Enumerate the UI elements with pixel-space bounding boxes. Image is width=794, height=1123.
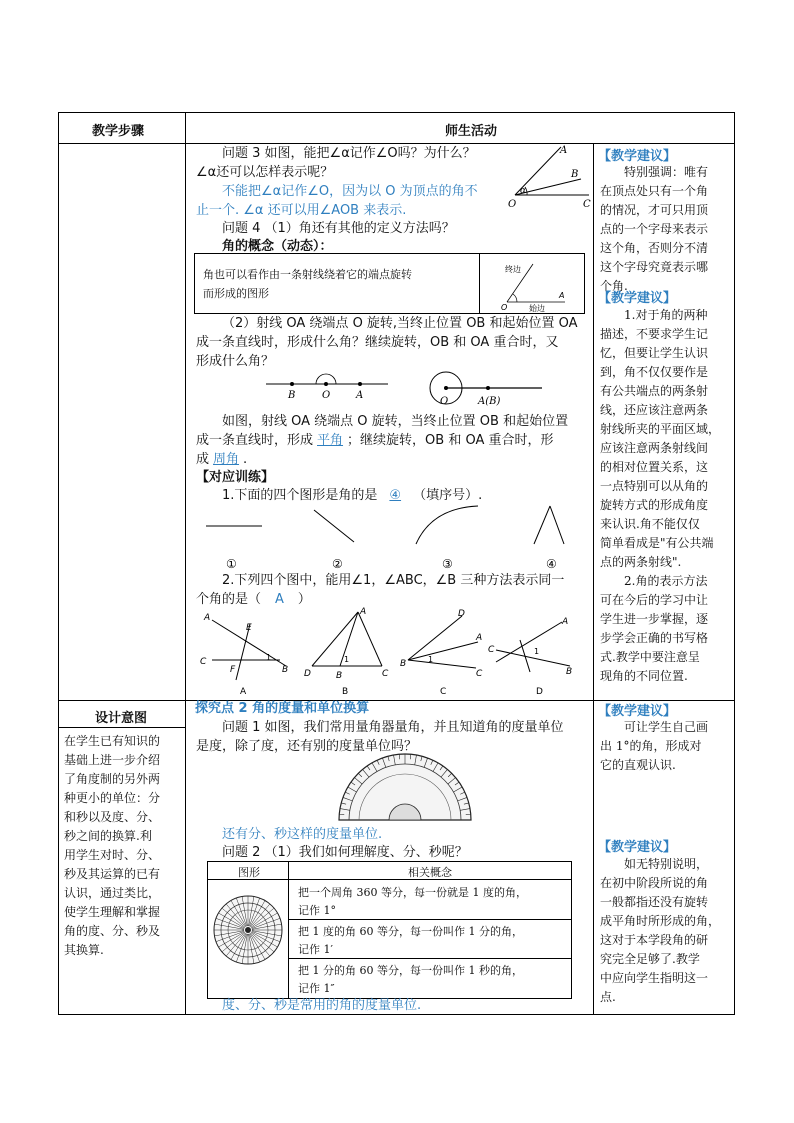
suggestion-2-line: 2.角的表示方法 [624, 574, 708, 588]
table-head-concept: 相关概念 [408, 866, 452, 879]
rotation-a-label: A [559, 291, 565, 300]
unit-table [207, 861, 572, 999]
question-2-line: 问题 2 （1）我们如何理解度、分、秒呢？ [222, 845, 468, 860]
straight-angle-figure [262, 370, 392, 402]
design-intent-line: 和秒以及度、分、 [64, 810, 161, 824]
design-intent-line: 角的度、分、秒及 [64, 924, 161, 938]
design-intent-line: 用学生对时、分、 [64, 848, 161, 862]
suggestion-4-line: 如无特别说明， [624, 857, 709, 871]
exercise-1-suffix: （填序号）. [413, 488, 483, 503]
rotation-o-label: O [501, 303, 508, 312]
design-intent-line: 秒之间的换算.利 [64, 829, 152, 843]
suggestion-2-line: 描述，不要求学生记 [600, 327, 709, 341]
suggestion-2-line: 旋转方式的形成角度 [600, 498, 709, 512]
suggestion-2-line: 学生进一步掌握，逐 [600, 612, 709, 626]
suggestion-2-line: 忆，但要让学生认识 [600, 346, 709, 360]
design-intent-line: 其换算. [64, 943, 104, 957]
suggestion-1-line: 在顶点处只有一个角 [600, 184, 709, 198]
question-3-answer1: 不能把∠α记作∠O，因为以 O 为顶点的角不 [222, 184, 478, 199]
initial-side-label: 始边 [529, 304, 545, 312]
ex2-a-label-b: B [282, 665, 289, 675]
straight-label-o: O [322, 390, 331, 401]
row3-line1: 把 1 分的角 60 等分，每一份叫作 1 秒的角， [298, 964, 523, 977]
suggestion-2-line: 线，还应该注意两条 [600, 403, 709, 417]
suggestion-2-line: 有公共端点的两条射 [600, 384, 709, 398]
question-3-line2: ∠α还可以怎样表示呢？ [196, 165, 334, 180]
table-head-figure: 图形 [238, 866, 260, 879]
concept-text-1: 角也可以看作由一条射线绕着它的端点旋转 [203, 268, 412, 281]
row1-line2: 记作 1° [298, 904, 336, 917]
suggestion-3-line: 它的直观认识. [600, 758, 676, 772]
protractor-image [335, 752, 475, 824]
suggestion-2-line: 现角的不同位置. [600, 669, 688, 683]
conclusion: 度、分、秒是常用的角的度量单位. [222, 998, 422, 1013]
question-4-line: 问题 4 （1）角还有其他的定义方法吗？ [222, 221, 455, 236]
question-4b-line1: （2）射线 OA 绕端点 O 旋转,当终止位置 OB 和起始位置 OA [222, 316, 578, 331]
suggestion-1-line: 这个字母究竟表示哪 [600, 260, 709, 274]
suggestion-2-line: 来认识.角不能仅仅 [600, 517, 700, 531]
suggestion-3-line: 可让学生自己画 [624, 720, 709, 734]
ex2-a-label-a: A [204, 613, 211, 623]
suggestion-2-line: 1.对于角的两种 [624, 308, 708, 322]
exercise-2-answer: A [275, 592, 284, 607]
answer-line2-c: ；继续旋转，OB 和 OA 重合时，形 [347, 433, 554, 448]
design-intent-line: 秒及其运算的已有 [64, 867, 161, 881]
rotation-figure [485, 256, 581, 312]
design-intent-line: 认识，通过类比， [64, 886, 161, 900]
ex2-d-label-b: B [566, 667, 573, 677]
suggestion-1 [600, 163, 730, 296]
suggestion-2-line: 点的两条射线". [600, 555, 682, 569]
header-steps: 教学步骤 [92, 124, 145, 139]
ex2-b-label-c: C [382, 669, 389, 679]
exercise-1-label-4: ④ [546, 557, 557, 571]
row1-line1: 把一个周角 360 等分，每一份就是 1 度的角， [298, 886, 527, 899]
ex2-c-label-1: 1 [428, 655, 434, 664]
angle-label-c: C [583, 199, 591, 210]
angle-label-a: A [560, 145, 568, 156]
suggestion-title-1: 【教学建议】 [598, 149, 677, 164]
exercise-1-answer: ④ [389, 488, 402, 503]
suggestion-1-line: 这个角，否则分不清 [600, 241, 709, 255]
suggestion-2-line: 射线所夹的平面区域， [600, 422, 721, 436]
explore-title: 探究点 2 角的度量和单位换算 [195, 701, 370, 716]
suggestion-4-line: 这对于本学段角的研 [600, 933, 709, 947]
angle-label-alpha: α [520, 186, 527, 196]
ex2-a-label-e: E [246, 623, 252, 633]
question-3-line1: 问题 3 如图，能把∠α记作∠O吗？为什么？ [222, 146, 476, 161]
row2-line1: 把 1 度的角 60 等分，每一份叫作 1 分的角， [298, 925, 523, 938]
exercise-2-suffix: ） [297, 592, 311, 607]
suggestion-2-line: 式.教学中要注意呈 [600, 650, 700, 664]
training-title: 【对应训练】 [196, 470, 275, 485]
ex2-c-label-b: B [400, 659, 407, 669]
ex2-a-label-c: C [200, 657, 207, 667]
suggestion-3-line: 出 1°的角，形成对 [600, 739, 702, 753]
design-intent-line: 种更小的单位：分 [64, 791, 161, 805]
ex2-a-label-1: 1 [266, 653, 272, 662]
suggestion-2-line: 步学会正确的书写格 [600, 631, 709, 645]
suggestion-4 [600, 855, 730, 1007]
suggestion-4-line: 究完全足够了.教学 [600, 952, 700, 966]
degree-dial-image [212, 894, 284, 966]
terminal-side-label: 终边 [505, 265, 521, 274]
suggestion-1-line: 点的一个字母来表示 [600, 222, 709, 236]
ex2-caption-d: D [536, 687, 543, 697]
ex2-d-label-a: A [562, 617, 569, 627]
question-1-line2: 是度，除了度，还有别的度量单位吗？ [196, 739, 418, 754]
question-3-answer2: 止一个. ∠α 还可以用∠AOB 来表示. [196, 203, 407, 218]
row3-line2: 记作 1″ [298, 982, 335, 995]
question-1-answer: 还有分、秒这样的度量单位. [222, 827, 383, 842]
ex2-b-label-b: B [336, 671, 343, 681]
suggestion-2-line: 简单看成是"有公共端 [600, 536, 714, 550]
row2-line2: 记作 1′ [298, 943, 333, 956]
design-intent-line: 使学生理解和掌握 [64, 905, 161, 919]
suggestion-4-line: 中应向学生指明这一 [600, 971, 709, 985]
question-1-line1: 问题 1 如图，我们常用量角器量角，并且知道角的度量单位 [222, 720, 564, 735]
answer-straight-angle: 平角 [317, 433, 344, 448]
suggestion-3 [600, 718, 730, 775]
exercise-2-figures [196, 606, 586, 698]
ex2-caption-a: A [240, 687, 247, 697]
suggestion-2-line: 到，角不仅仅要作是 [600, 365, 709, 379]
suggestion-2-line: 的相对位置关系，这 [600, 460, 709, 474]
answer-line3-c: . [243, 452, 248, 467]
answer-full-angle: 周角 [213, 452, 240, 467]
design-intent-line: 基础上进一步介绍 [64, 753, 161, 767]
ex2-b-label-1: 1 [344, 655, 350, 664]
full-angle-figure [426, 370, 546, 410]
concept-title: 角的概念（动态）： [222, 239, 333, 254]
suggestion-title-3: 【教学建议】 [598, 704, 677, 719]
suggestion-2 [600, 306, 730, 686]
exercise-1-text: 1.下面的四个图形是角的是 [222, 488, 378, 503]
suggestion-title-4: 【教学建议】 [598, 840, 677, 855]
ex2-caption-b: B [342, 687, 349, 697]
ex2-d-label-1: 1 [534, 647, 540, 656]
full-label-ab: A(B) [478, 396, 501, 407]
ex2-d-label-c: C [488, 645, 495, 655]
suggestion-2-line: 应该注意两条射线间 [600, 441, 709, 455]
ex2-b-label-d: D [304, 669, 311, 679]
suggestion-1-line: 的情况，才可只用顶 [600, 203, 709, 217]
suggestion-4-line: 在初中阶段所说的角 [600, 876, 709, 890]
exercise-1-label-1: ① [226, 557, 237, 571]
question-4b-line3: 形成什么角？ [196, 354, 275, 369]
straight-label-a: A [356, 390, 364, 401]
answer-line3 [196, 450, 247, 469]
angle-label-o: O [508, 199, 517, 210]
suggestion-4-line: 成平角时所形成的角， [600, 914, 721, 928]
header-activities: 师生活动 [445, 124, 498, 139]
ex2-c-label-a: A [476, 633, 483, 643]
answer-line3-a: 成 [196, 452, 210, 467]
answer-line1: 如图，射线 OA 绕端点 O 旋转，当终止位置 OB 和起始位置 [222, 414, 569, 429]
suggestion-1-line: 个角. [600, 279, 628, 293]
ex2-a-label-f: F [230, 665, 236, 675]
ex2-c-label-d: D [458, 609, 465, 619]
exercise-1-label-3: ③ [442, 557, 453, 571]
answer-line2-a: 成一条直线时，形成 [196, 433, 314, 448]
ex2-c-label-c: C [476, 669, 483, 679]
exercise-2-prefix: 个角的是（ [196, 592, 262, 607]
exercise-2-line1: 2.下列四个图中，能用∠1，∠ABC，∠B 三种方法表示同一 [222, 573, 565, 588]
suggestion-4-line: 一般都指还没有旋转 [600, 895, 709, 909]
suggestion-1-line: 特别强调：唯有 [624, 165, 709, 179]
suggestion-4-line: 点. [600, 990, 616, 1004]
angle-label-b: B [571, 169, 579, 180]
exercise-1-figures [196, 500, 586, 572]
design-intent-title: 设计意图 [95, 711, 148, 726]
question-4b-line2: 成一条直线时，形成什么角？继续旋转，OB 和 OA 重合时，又 [196, 335, 559, 350]
suggestion-2-line: 一点特别可以从角的 [600, 479, 709, 493]
concept-text-2: 而形成的图形 [203, 287, 269, 300]
ex2-b-label-a: A [360, 607, 367, 617]
design-intent-line: 了角度制的另外两 [64, 772, 161, 786]
concept-box [194, 253, 585, 314]
angle-aob-figure [505, 143, 595, 213]
suggestion-2-line: 可在今后的学习中让 [600, 593, 709, 607]
suggestion-title-2: 【教学建议】 [598, 291, 677, 306]
full-label-o: O [440, 396, 449, 407]
straight-label-b: B [288, 390, 296, 401]
ex2-caption-c: C [440, 687, 447, 697]
design-intent-text [64, 732, 182, 960]
answer-line2 [196, 431, 553, 450]
design-intent-line: 在学生已有知识的 [64, 734, 161, 748]
exercise-1-label-2: ② [332, 557, 343, 571]
